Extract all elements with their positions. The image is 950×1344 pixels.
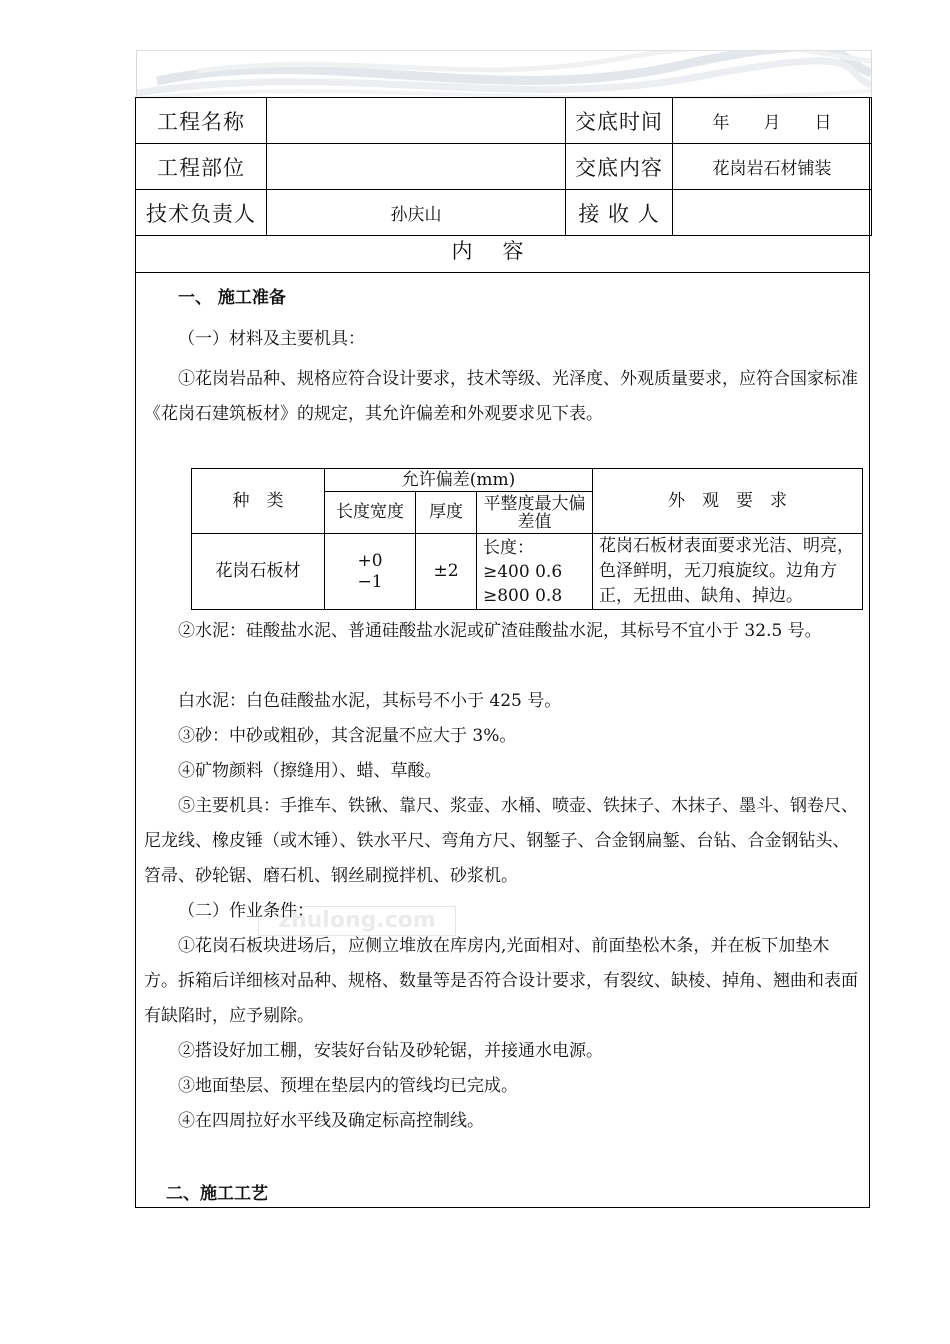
spec-row-flat-line-3: ≥800 0.8 <box>483 585 563 606</box>
spec-col-flatness: 平整度最大偏差值 <box>477 492 593 534</box>
spec-row-flat-line-1: 长度： <box>483 537 534 558</box>
spec-row-flat-line-2: ≥400 0.6 <box>483 561 563 582</box>
handover-time-label: 交底时间 <box>566 98 673 144</box>
tolerance-spec-table <box>191 468 863 610</box>
handover-time-value: 年 月 日 <box>673 98 872 144</box>
paragraph-tools: ⑤主要机具：手推车、铁锹、靠尺、浆壶、水桶、喷壶、铁抹子、木抹子、墨斗、钢卷尺、尼龙线、橡皮锤（或木锤）、铁水平尺、弯角方尺、钢錾子、合金钢扁錾、台钻、合金钢钻头、笤帚、砂轮锯、磨石机、钢丝刷搅拌机、砂浆机。 <box>144 796 858 886</box>
receiver-value <box>673 190 872 236</box>
handover-content-value: 花岗岩石材铺装 <box>673 144 872 190</box>
tech-lead-label: 技术负责人 <box>136 190 267 236</box>
spec-row-appearance: 花岗石板材表面要求光洁、明亮，色泽鲜明，无刀痕旋纹。边角方正，无扭曲、缺角、掉边。 <box>593 534 863 610</box>
spec-col-thickness: 厚度 <box>416 492 477 534</box>
wave-pattern-icon <box>137 51 871 99</box>
spec-col-length-width: 长度宽度 <box>325 492 416 534</box>
header-banner-decoration <box>136 50 872 99</box>
watermark-logo: zhulong.com <box>258 906 456 936</box>
project-name-label: 工程名称 <box>136 98 267 144</box>
receiver-label: 接 收 人 <box>566 190 673 236</box>
handover-content-label: 交底内容 <box>566 144 673 190</box>
section-1-heading: 一、 施工准备 <box>178 288 286 308</box>
header-info-table <box>135 97 872 236</box>
paragraph-underlayer: ③地面垫层、预埋在垫层内的管线均已完成。 <box>178 1076 518 1096</box>
spec-row-length-width <box>325 534 416 610</box>
paragraph-storage: ①花岗石板块进场后，应侧立堆放在库房内,光面相对、前面垫松木条，并在板下加垫木方。拆箱后详细核对品种、规格、数量等是否符合设计要求，有裂纹、缺棱、掉角、翘曲和表面有缺陷时，应予剔除。 <box>144 936 858 1026</box>
spec-row-flatness <box>477 534 593 610</box>
tech-lead-value: 孙庆山 <box>267 190 566 236</box>
section-1-subheading-materials: （一）材料及主要机具： <box>178 329 365 349</box>
spec-row-thickness: ±2 <box>416 534 477 610</box>
section-1-subheading-conditions: （二）作业条件： <box>178 901 314 921</box>
spec-col-appearance: 外 观 要 求 <box>593 469 863 534</box>
project-part-value <box>267 144 566 190</box>
paragraph-workshed: ②搭设好加工棚，安装好台钻及砂轮锯，并接通水电源。 <box>178 1041 603 1061</box>
paragraph-sand: ③砂：中砂或粗砂，其含泥量不应大于 3%。 <box>178 726 517 746</box>
section-2-heading: 二、施工工艺 <box>166 1184 268 1204</box>
spec-col-tolerance: 允许偏差(mm) <box>325 469 593 492</box>
project-part-label: 工程部位 <box>136 144 267 190</box>
content-section-title: 内容 <box>135 232 870 273</box>
paragraph-cement: ②水泥：硅酸盐水泥、普通硅酸盐水泥或矿渣硅酸盐水泥，其标号不宜小于 32.5 号。 <box>178 621 822 641</box>
paragraph-pigment: ④矿物颜料（擦缝用）、蜡、草酸。 <box>178 761 442 781</box>
paragraph-white-cement: 白水泥：白色硅酸盐水泥，其标号不小于 425 号。 <box>178 691 562 711</box>
project-name-value <box>267 98 566 144</box>
spec-row-lw-minus: −1 <box>357 571 383 592</box>
paragraph-levelling: ④在四周拉好水平线及确定标高控制线。 <box>178 1111 484 1131</box>
spec-row-lw-plus: +0 <box>357 550 383 571</box>
paragraph-granite-spec: ①花岗岩品种、规格应符合设计要求，技术等级、光泽度、外观质量要求，应符合国家标准《花岗石建筑板材》的规定，其允许偏差和外观要求见下表。 <box>144 369 858 424</box>
spec-row-type: 花岗石板材 <box>192 534 325 610</box>
spec-col-type: 种 类 <box>192 469 325 534</box>
